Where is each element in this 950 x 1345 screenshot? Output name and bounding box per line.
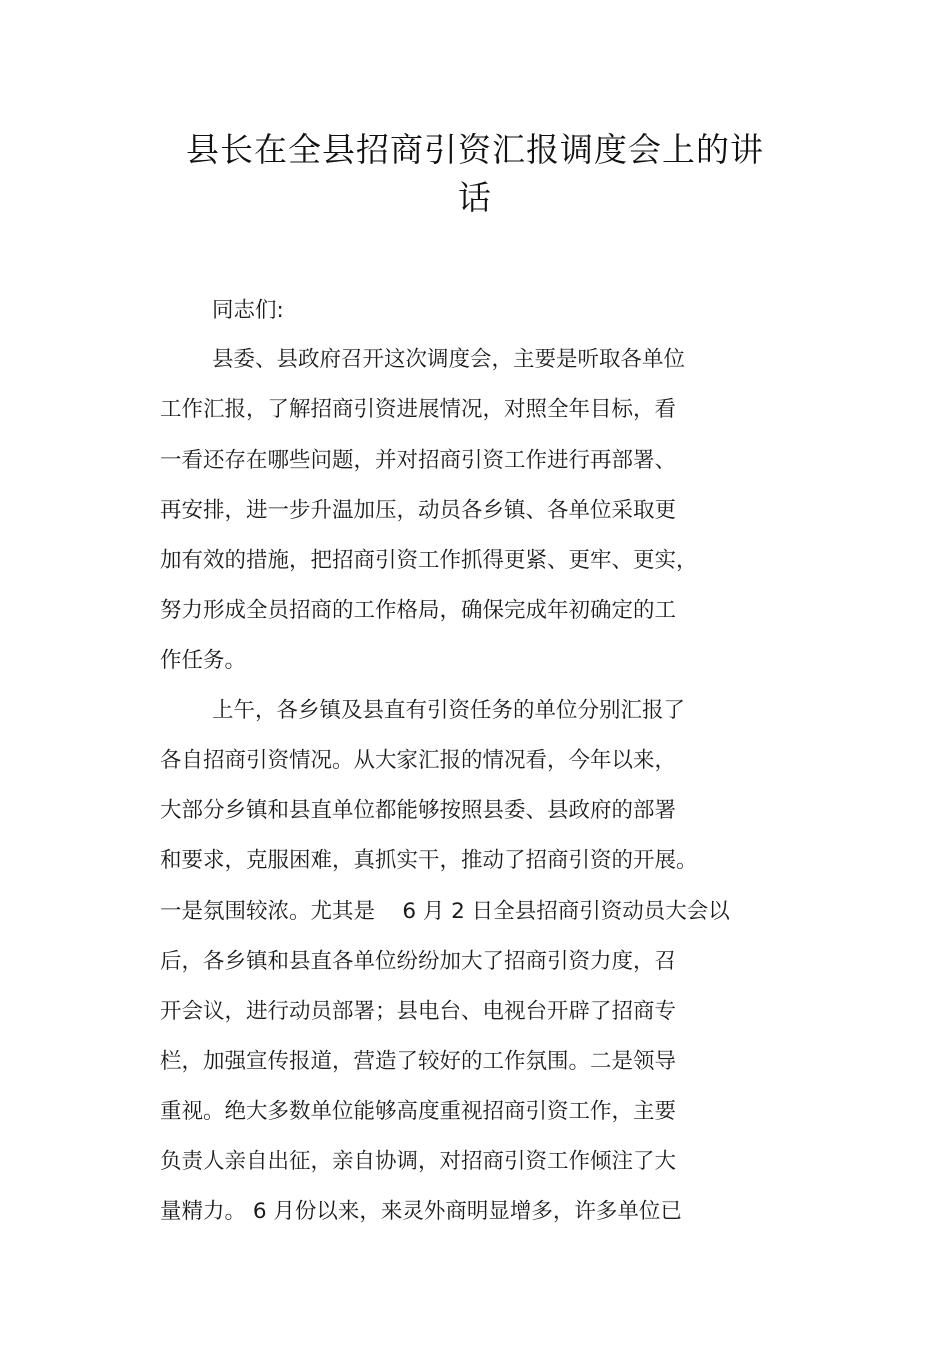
body-line: 栏，加强宣传报道，营造了较好的工作氛围。二是领导 bbox=[160, 1049, 677, 1074]
body-line: 再安排，进一步升温加压，动员各乡镇、各单位采取更 bbox=[160, 498, 677, 523]
body-line: 一看还存在哪些问题，并对招商引资工作进行再部署、 bbox=[160, 448, 677, 473]
body-line: 上午，各乡镇及县直有引资任务的单位分别汇报了 bbox=[212, 698, 686, 723]
body-line: 大部分乡镇和县直单位都能够按照县委、县政府的部署 bbox=[160, 798, 677, 823]
body-line: 重视。绝大多数单位能够高度重视招商引资工作，主要 bbox=[160, 1099, 677, 1124]
body-line: 开会议，进行动员部署；县电台、电视台开辟了招商专 bbox=[160, 999, 677, 1024]
body-line: 负责人亲自出征，亲自协调，对招商引资工作倾注了大 bbox=[160, 1149, 677, 1174]
body-line: 各自招商引资情况。从大家汇报的情况看，今年以来， bbox=[160, 748, 677, 773]
body-line: 工作汇报，了解招商引资进展情况，对照全年目标，看 bbox=[160, 397, 677, 422]
body-line: 作任务。 bbox=[160, 648, 247, 673]
salutation: 同志们: bbox=[212, 298, 284, 323]
body-line: 量精力。 6 月份以来，来灵外商明显增多，许多单位已 bbox=[160, 1199, 682, 1224]
document-title-line-1: 县长在全县招商引资汇报调度会上的讲 bbox=[186, 130, 764, 169]
body-line: 加有效的措施，把招商引资工作抓得更紧、更牢、更实， bbox=[160, 548, 698, 573]
body-line: 和要求，克服困难，真抓实干，推动了招商引资的开展。 bbox=[160, 848, 698, 873]
body-line: 努力形成全员招商的工作格局，确保完成年初确定的工 bbox=[160, 598, 677, 623]
body-line: 后，各乡镇和县直各单位纷纷加大了招商引资力度，召 bbox=[160, 949, 677, 974]
body-line: 一是氛围较浓。尤其是 6 月 2 日全县招商引资动员大会以 bbox=[160, 899, 730, 924]
body-line: 县委、县政府召开这次调度会，主要是听取各单位 bbox=[212, 347, 686, 372]
document-title-line-2: 话 bbox=[458, 178, 492, 217]
